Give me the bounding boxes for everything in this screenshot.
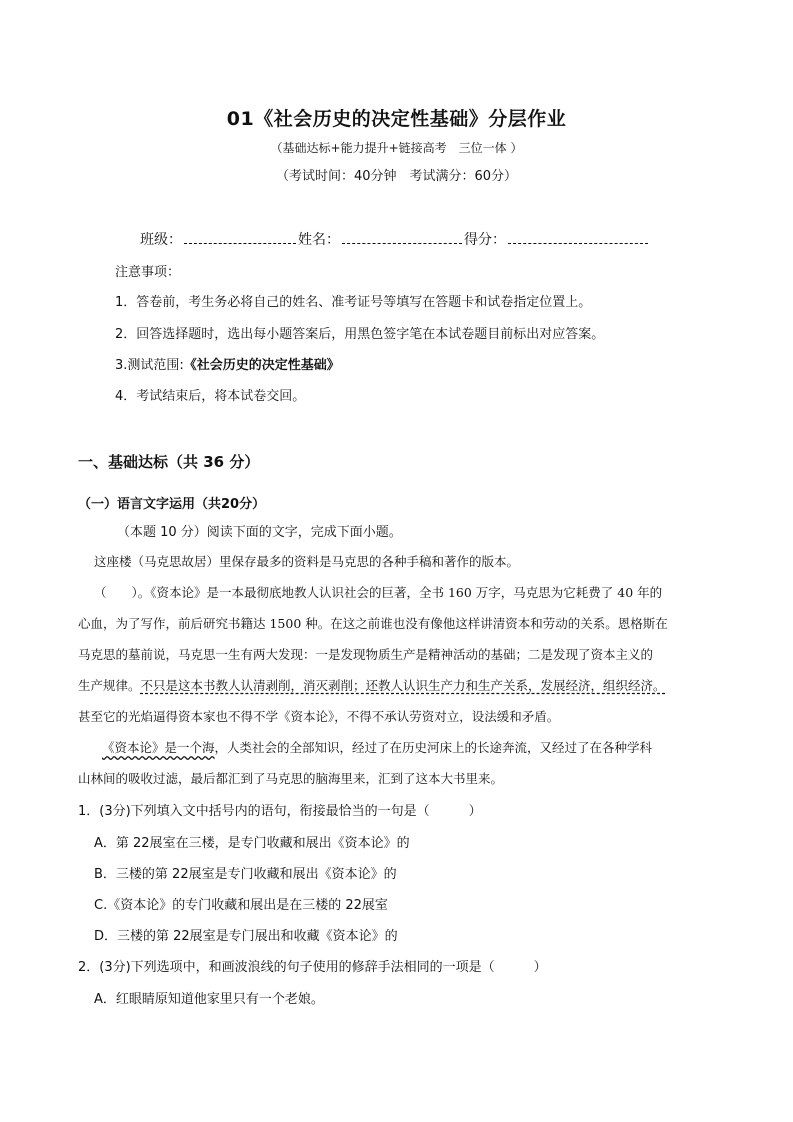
note-item-1: 1．答卷前，考生务必将自己的姓名、准考证号等填写在答题卡和试卷指定位置上。 [115,295,592,310]
note-item-4: 4．考试结束后，将本试卷交回。 [115,389,306,404]
passage-line-8: 山林间的吸收过滤，最后都汇到了马克思的脑海里来，汇到了这本大书里来。 [78,771,504,786]
section-heading: 一、基础达标（共 36 分） [78,453,260,471]
passage-line-5 [78,676,666,694]
question-1-option-d[interactable]: D．三楼的第 22展室是专门展出和收藏《资本论》的 [94,929,398,944]
passage-line-7-rest: ，人类社会的全部知识，经过了在历史河床上的长途奔流，又经过了在各种学科 [214,740,653,755]
passage-line-2: （ ）。《资本论》是一本最彻底地教人认识社会的巨著，全书 160 万字，马克思为它耗费了 40 年的 [94,585,663,600]
question-1-stem: 1．(3分)下列填入文中括号内的语句，衔接最恰当的一句是（ ） [78,804,482,819]
note-item-3 [115,354,340,373]
class-label: 班级： [140,232,182,248]
passage-line-5-plain: 生产规律。 [78,678,141,693]
dashed-underlined-sentence: 不只是这本书教人认清剥削，消灭剥削；还教人认识生产力和生产关系，发展经济，组织经济。 [140,678,666,693]
passage-line-3: 心血，为了写作，前后研究书籍达 1500 种。在这之前谁也没有像他这样讲清资本和劳动的关系。恩格斯在 [78,616,668,631]
class-field[interactable] [184,231,296,244]
exam-info: （考试时间：40分钟 考试满分：60分） [275,169,518,184]
question-2-option-a[interactable]: A．红眼睛原知道他家里只有一个老娘。 [94,992,324,1007]
name-field[interactable] [342,231,462,244]
question-1-option-c[interactable]: C.《资本论》的专门收藏和展出是在三楼的 22展室 [94,898,388,913]
passage-line-1: 这座楼（马克思故居）里保存最多的资料是马克思的各种手稿和著作的版本。 [94,554,520,569]
wavy-underlined-sentence: 《资本论》是一个海 [102,740,215,755]
score-label: 得分： [464,232,506,248]
note-item-3-prefix: 3.测试范围: [115,358,184,373]
subsection-heading: （一）语言文字运用（共20分） [78,497,266,512]
question-1-option-b[interactable]: B．三楼的第 22展室是专门收藏和展出《资本论》的 [94,867,397,882]
notes-heading: 注意事项： [115,265,181,280]
question-intro: （本题 10 分）阅读下面的文字，完成下面小题。 [117,525,402,540]
note-item-2: 2．回答选择题时，选出每小题答案后，用黑色签字笔在本试卷题目前标出对应答案。 [115,327,605,342]
document-subtitle: （基础达标+能力提升+链接高考 三位一体 ） [270,141,523,155]
score-field[interactable] [508,231,648,244]
question-1-option-a[interactable]: A．第 22展室在三楼，是专门收藏和展出《资本论》的 [94,836,410,851]
question-2-stem: 2．(3分)下列选项中，和画波浪线的句子使用的修辞手法相同的一项是（ ） [78,960,547,975]
note-item-3-scope: 《社会历史的决定性基础》 [183,358,340,373]
name-label: 姓名： [298,232,340,248]
passage-line-7 [102,738,652,756]
passage-line-4: 马克思的墓前说，马克思一生有两大发现：一是发现物质生产是精神活动的基础；二是发现了资本主义的 [78,647,654,662]
passage-line-6: 甚至它的光焰逼得资本家也不得不学《资本论》，不得不承认劳资对立，设法缓和矛盾。 [78,709,560,724]
student-info-fields [140,229,650,249]
document-title: 01《社会历史的决定性基础》分层作业 [226,108,567,130]
